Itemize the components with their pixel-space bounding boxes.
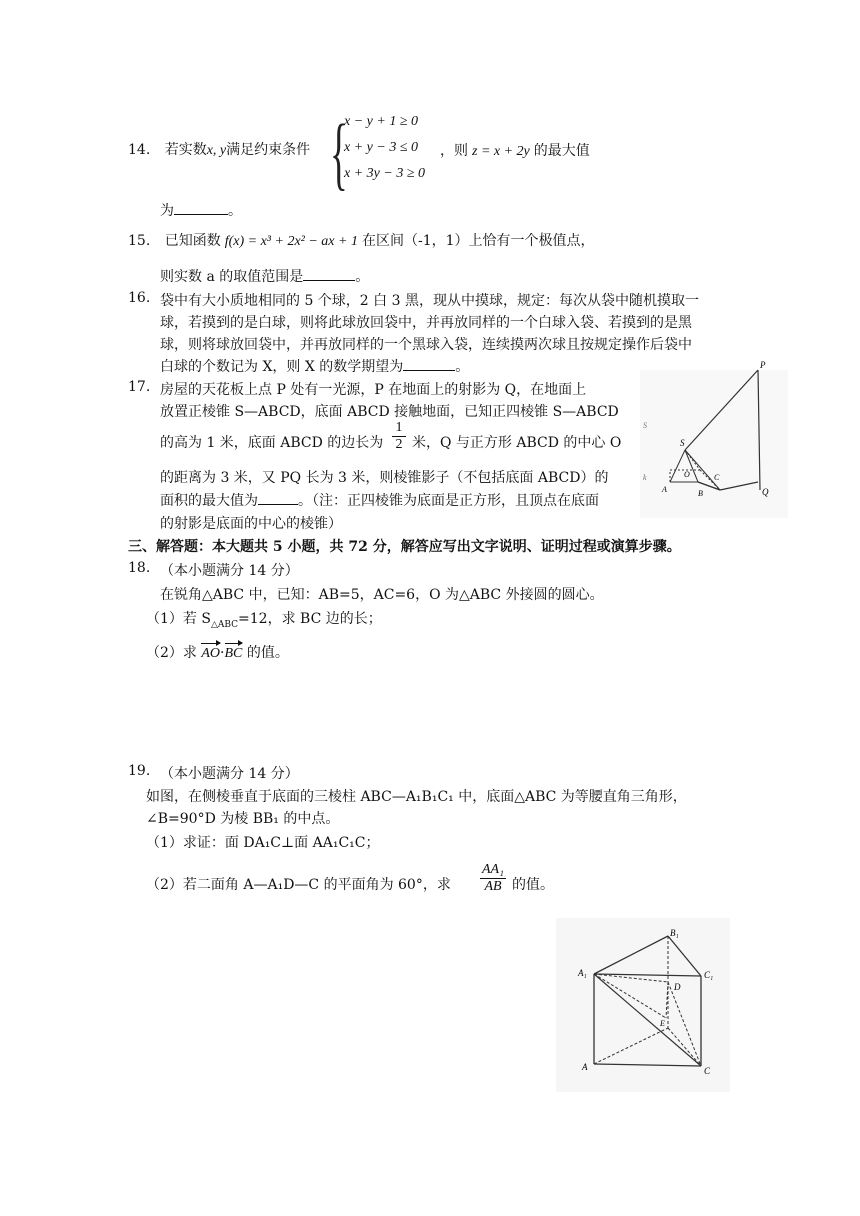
q16-line-4 [160, 356, 469, 376]
q15-line2 [160, 266, 369, 286]
fig19-label-c: C [704, 1066, 711, 1076]
q14-post: 的最大值 [533, 143, 590, 159]
q14-constraint-2: x + y − 3 ≤ 0 [344, 140, 419, 155]
q16-last-text: 白球的个数记为 X，则 X 的数学期望为 [160, 359, 404, 375]
fig19-label-e: E [660, 1019, 665, 1028]
q18-dot: · [220, 645, 225, 661]
q17-frac-num: 1 [395, 420, 403, 435]
fig19-label-a1: A₁ [578, 968, 587, 978]
q16-line-2: 球，若摸到的是白球，则将此球放回袋中，并再放同样的一个白球入袋、若摸到的是黑 [160, 315, 692, 331]
q19-frac-den: AB [484, 879, 502, 894]
q17-frac-den: 2 [395, 437, 403, 452]
q15-line1 [128, 230, 595, 250]
q18-vector-bc: BC [224, 646, 243, 661]
q15-line2-text: 则实数 a 的取值范围是 [160, 269, 304, 285]
q14-line2-end: 。 [228, 203, 242, 219]
q14-tail [440, 140, 590, 160]
q19-part-2a: （2）若二面角 A—A₁D—C 的平面角为 60°，求 [146, 877, 451, 893]
q19-part-1: （1）求证：面 DA₁C⊥面 AA₁C₁C； [146, 835, 380, 851]
fig17-label-o: O [684, 470, 690, 479]
q18-vector-ao: AO [201, 646, 221, 661]
fig17-side-mark-1: S [643, 421, 647, 430]
fig17-label-a: A [662, 485, 667, 494]
fig17-label-q: Q [762, 487, 769, 497]
q19-part-2b: 的值。 [512, 877, 554, 893]
fig19-label-b1: B₁ [670, 928, 679, 938]
q19-fraction [480, 862, 506, 895]
fig19-label-a: A [582, 1062, 588, 1072]
q17-line-3a: 的高为 1 米，底面 ABCD 的边长为 [160, 435, 384, 451]
fig17-side-mark-2: k [643, 473, 647, 482]
q14-vars: x, y [206, 143, 227, 158]
fig17-label-b: B [698, 489, 703, 498]
q18-p1-text: （1）若 S [146, 611, 211, 627]
q14-objective: z = x + 2y [472, 144, 530, 159]
q15-number: 15. [128, 233, 151, 249]
fig19-label-d: D [674, 982, 681, 992]
q18-part-2 [146, 642, 289, 662]
q18-p2-end: 的值。 [246, 645, 289, 661]
q17-line-3b: 米，Q 与正方形 ABCD 的中心 O [412, 435, 622, 451]
fig17-label-c: C [714, 473, 720, 482]
q18-number: 18. [128, 560, 151, 576]
q17-fraction [392, 420, 406, 453]
section-3-heading: 三、解答题：本大题共 5 小题，共 72 分，解答应写出文字说明、证明过程或演算步骤。 [128, 539, 681, 555]
q17-line-2: 放置正棱锥 S—ABCD，底面 ABCD 接触地面，已知正四棱锥 S—ABCD [160, 404, 619, 420]
q15-post: 在区间（-1，1）上恰有一个极值点， [361, 233, 595, 249]
q14-number: 14. [128, 142, 151, 158]
q17-line-1: 房屋的天花板上点 P 处有一光源，P 在地面上的射影为 Q，在地面上 [160, 382, 587, 398]
q15-line2-end: 。 [355, 269, 370, 285]
q15-answer-blank [303, 280, 355, 281]
q19-line-2: ∠B=90°D 为棱 BB₁ 的中点。 [146, 811, 340, 827]
q18-p1-end: =12，求 BC 边的长； [238, 611, 382, 627]
q14-constraint-1: x − y + 1 ≥ 0 [344, 114, 419, 129]
q18-score: （本小题满分 14 分） [160, 563, 299, 579]
q17-line-5 [160, 490, 599, 510]
q16-line-1: 袋中有大小质地相同的 5 个球，2 白 3 黑，现从中摸球，规定：每次从袋中随机摸取一 [160, 293, 699, 309]
q15-function: f(x) = x³ + 2x² − ax + 1 [224, 234, 358, 249]
q19-frac-num: AA₁ [482, 862, 504, 877]
q19-prism-figure [556, 918, 730, 1092]
q14-pre: 若实数 [164, 142, 207, 158]
q18-p1-sub: △ABC [210, 619, 239, 630]
fig19-label-c1: C₁ [704, 970, 714, 980]
q17-line-6: 的射影是底面的中心的棱锥） [160, 516, 342, 532]
q17-answer-blank [258, 504, 298, 505]
q18-part-1 [146, 608, 382, 630]
q17-line5-text: 面积的最大值为 [160, 493, 258, 509]
q19-score: （本小题满分 14 分） [160, 766, 299, 782]
q18-stem: 在锐角△ABC 中，已知：AB=5，AC=6，O 为△ABC 外接圆的圆心。 [160, 587, 604, 603]
q16-answer-blank [403, 370, 455, 371]
q19-line-1: 如图，在侧棱垂直于底面的三棱柱 ABC—A₁B₁C₁ 中，底面△ABC 为等腰直角三角形， [146, 789, 687, 805]
q14-brace: { [330, 107, 348, 198]
q18-p2-text: （2）求 [146, 645, 197, 661]
q17-number: 17. [128, 379, 151, 395]
fig17-label-s: S [680, 438, 685, 448]
q14-mid: 满足约束条件 [226, 142, 311, 158]
q15-pre: 已知函数 [164, 233, 221, 249]
q17-line-4: 的距离为 3 米，又 PQ 长为 3 米，则棱锥影子（不包括底面 ABCD）的 [160, 470, 609, 486]
q16-line-3: 球，则将球放回袋中，并再放同样的一个黑球入袋，连续摸两次球且按规定操作后袋中 [160, 337, 692, 353]
q14-answer-blank [174, 214, 228, 215]
q19-number: 19. [128, 763, 151, 779]
q14-line2 [160, 200, 242, 220]
q16-last-end: 。 [455, 359, 470, 375]
q16-number: 16. [128, 290, 151, 306]
fig17-label-p: P [760, 360, 766, 370]
q14-line1 [128, 140, 310, 161]
q14-line2-text: 为 [160, 203, 174, 219]
q14-constraint-3: x + 3y − 3 ≥ 0 [344, 166, 426, 181]
q17-line5-note: 。（注：正四棱锥为底面是正方形，且顶点在底面 [298, 493, 599, 509]
q17-pyramid-figure [640, 360, 788, 518]
q14-then: ，则 [440, 143, 468, 159]
